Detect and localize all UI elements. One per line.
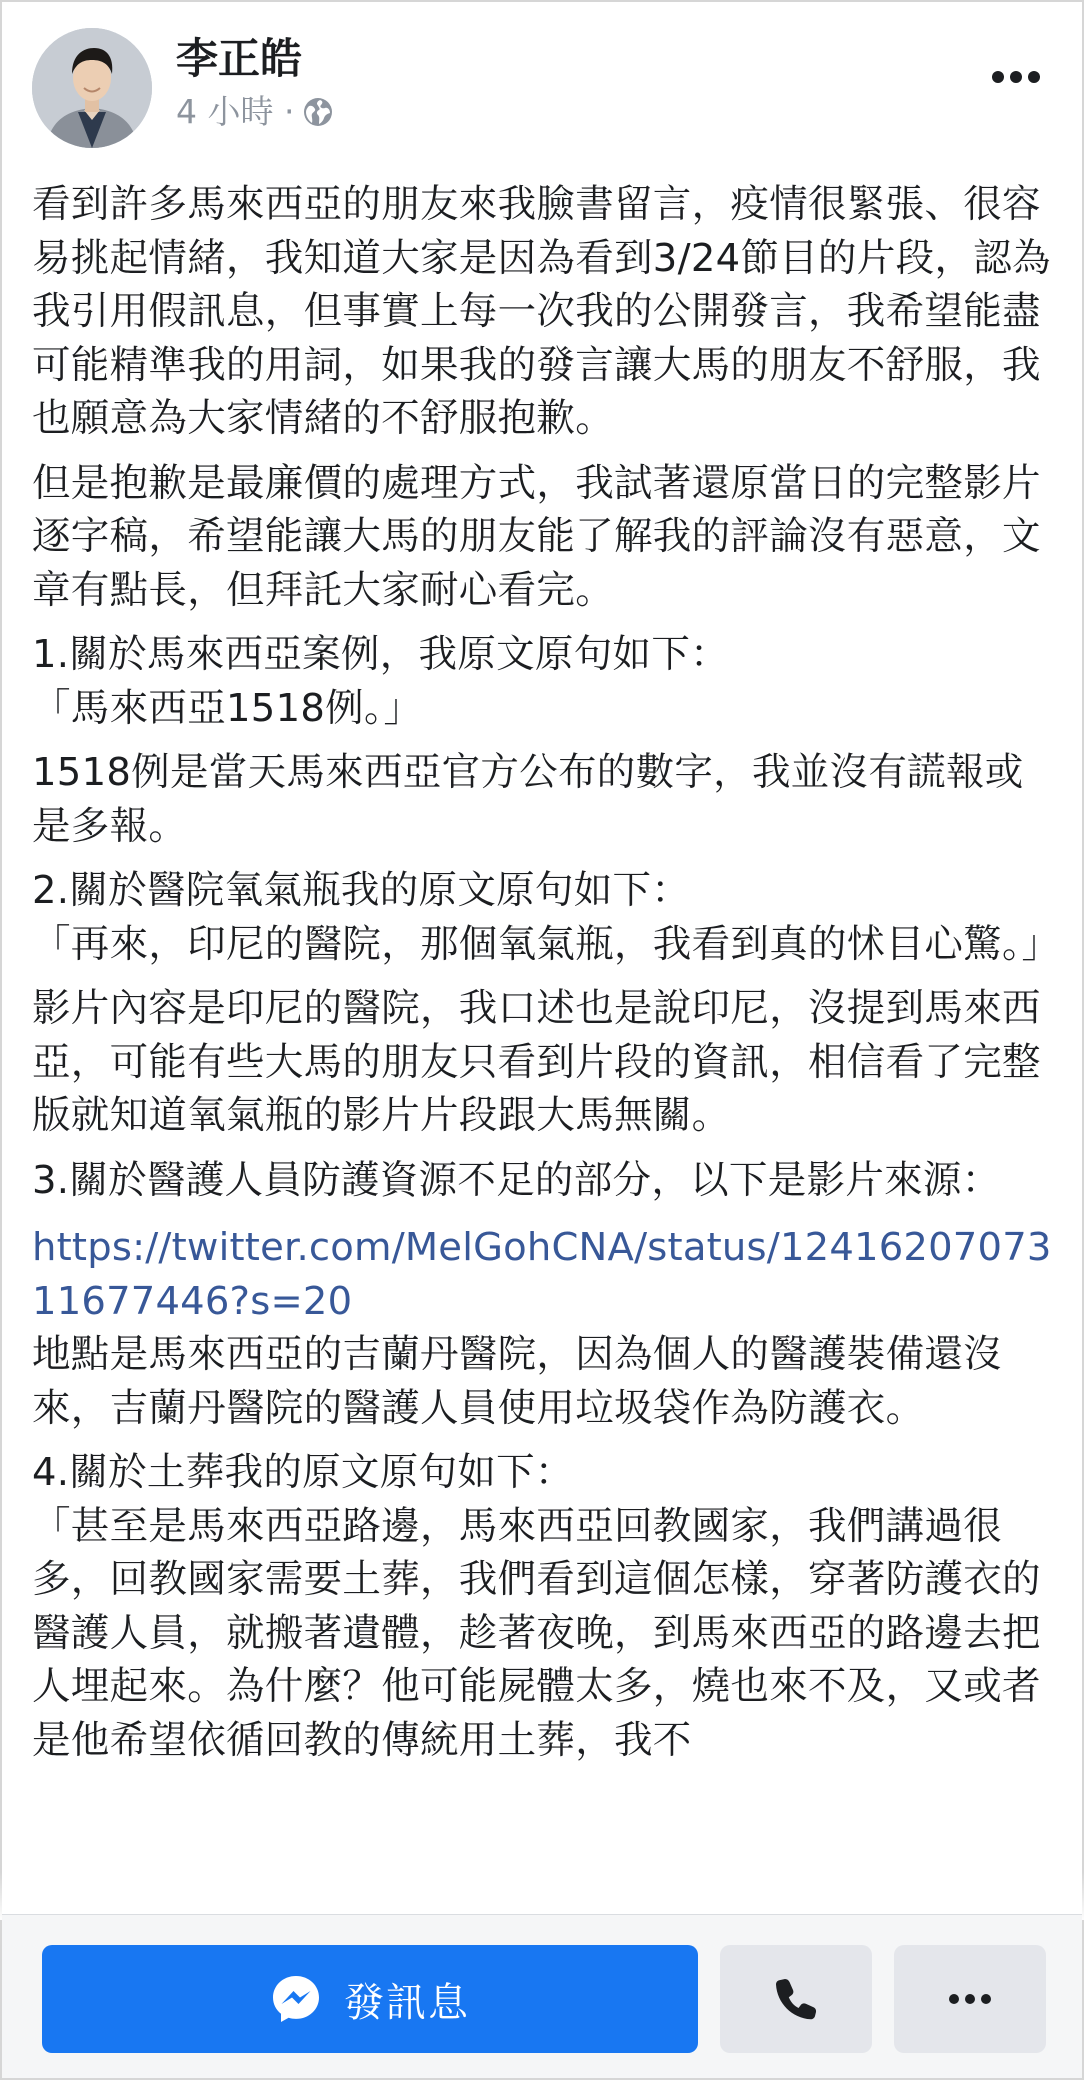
send-message-label: 發訊息 bbox=[344, 1979, 470, 2026]
text-fade-overlay bbox=[0, 1872, 1084, 1920]
post-paragraph: 1518例是當天馬來西亞官方公布的數字，我並沒有謊報或是多報。 bbox=[32, 750, 1024, 849]
phone-icon bbox=[772, 1975, 820, 2023]
more-dots-icon bbox=[991, 70, 1041, 84]
post-paragraph: 2.關於醫院氧氣瓶我的原文原句如下： 「再來，印尼的醫院，那個氧氣瓶，我看到真的怵目心驚。」 bbox=[32, 868, 1061, 967]
post-time[interactable]: 4 小時 · bbox=[176, 92, 295, 131]
post-paragraph: 4.關於土葬我的原文原句如下： 「甚至是馬來西亞路邊，馬來西亞回教國家，我們講過很多，回教國家需要土葬，我們看到這個怎樣，穿著防護衣的醫護人員，就搬著遺體，趁著夜晚，到馬來西亞的路邊去把人埋起來。為什麼？他可能屍體太多，燒也來不及，又或者是他希望依循回教的傳統用土葬，我不 bbox=[32, 1450, 1041, 1763]
post-paragraph: 3.關於醫護人員防護資源不足的部分，以下是影片來源： bbox=[32, 1157, 1001, 1203]
more-dots-icon bbox=[948, 1993, 992, 2005]
more-actions-button[interactable] bbox=[894, 1945, 1046, 2053]
action-bar bbox=[2, 1914, 1082, 2078]
post-options-button[interactable] bbox=[986, 52, 1046, 102]
post-body bbox=[32, 178, 1062, 1918]
post-paragraph: 1.關於馬來西亞案例，我原文原句如下： 「馬來西亞1518例。」 bbox=[32, 632, 729, 731]
post-meta bbox=[176, 92, 334, 132]
send-message-button[interactable] bbox=[42, 1945, 698, 2053]
post-paragraph: 看到許多馬來西亞的朋友來我臉書留言，疫情很緊張、很容易挑起情緒，我知道大家是因為看到3/24節目的片段，認為我引用假訊息，但事實上每一次我的公開發言，我希望能盡可能精準我的用詞，如果我的發言讓大馬的朋友不舒服，我也願意為大家情緒的不舒服抱歉。 bbox=[32, 182, 1051, 441]
profile-photo-icon bbox=[32, 28, 152, 148]
call-button[interactable] bbox=[720, 1945, 872, 2053]
profile-name[interactable]: 李正皓 bbox=[176, 34, 303, 83]
avatar[interactable] bbox=[32, 28, 152, 148]
post-paragraph: 影片內容是印尼的醫院，我口述也是說印尼，沒提到馬來西亞，可能有些大馬的朋友只看到片段的資訊，相信看了完整版就知道氧氣瓶的影片片段跟大馬無關。 bbox=[32, 986, 1041, 1138]
post-paragraph: 但是抱歉是最廉價的處理方式，我試著還原當日的完整影片逐字稿，希望能讓大馬的朋友能了解我的評論沒有惡意，文章有點長，但拜託大家耐心看完。 bbox=[32, 460, 1041, 613]
post-paragraph: 地點是馬來西亞的吉蘭丹醫院，因為個人的醫護裝備還沒來，吉蘭丹醫院的醫護人員使用垃圾袋作為防護衣。 bbox=[32, 1332, 1003, 1431]
messenger-icon bbox=[270, 1973, 322, 2025]
post-header bbox=[0, 0, 1084, 160]
globe-icon bbox=[302, 96, 334, 128]
twitter-link[interactable]: https://twitter.com/MelGohCNA/status/1241620707311677446?s=20 bbox=[32, 1225, 1052, 1324]
